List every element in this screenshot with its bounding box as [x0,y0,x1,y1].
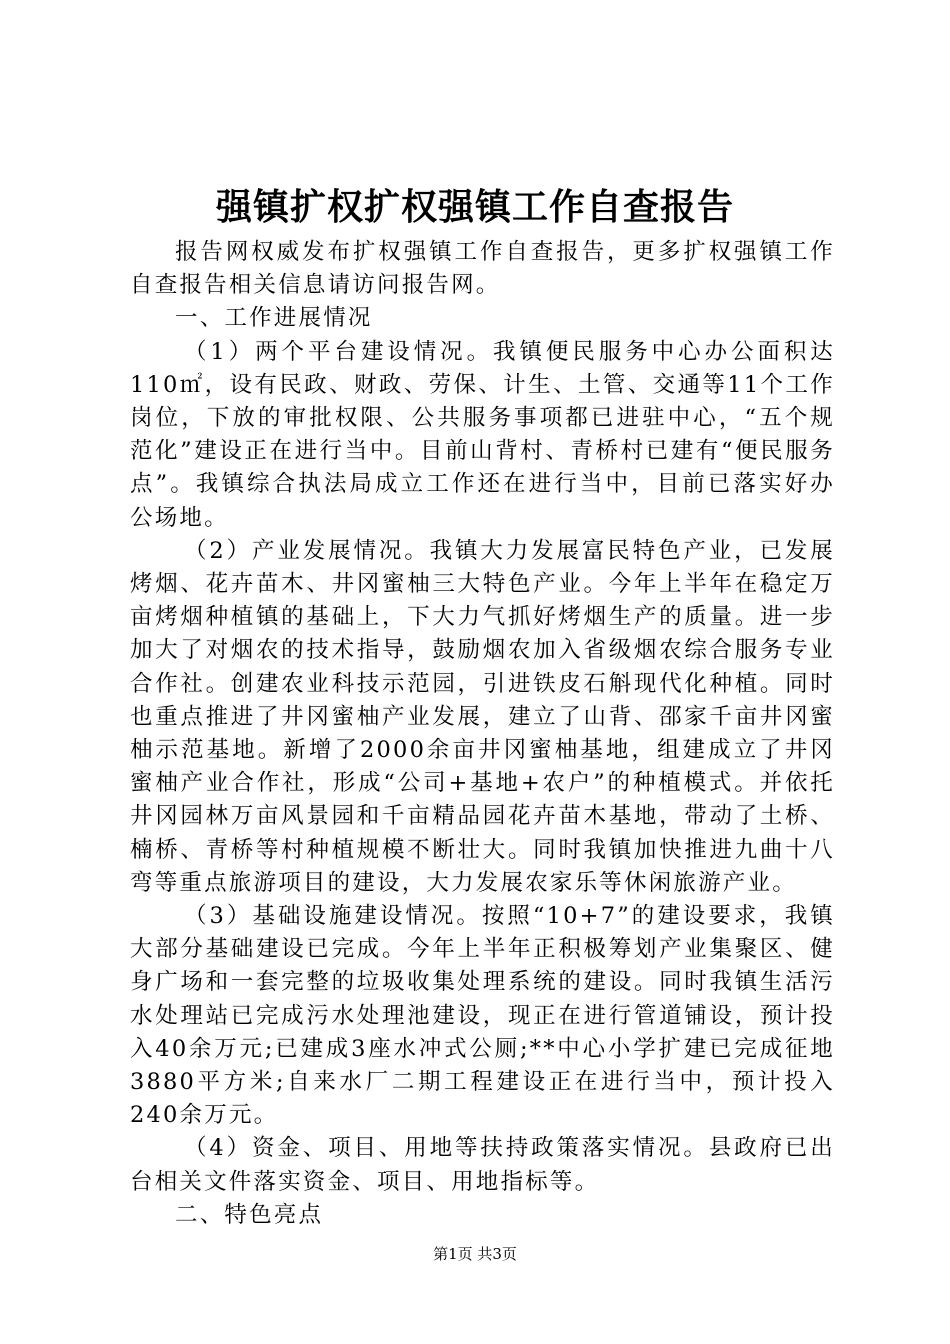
section-heading-highlights: 二、特色亮点 [175,1201,324,1228]
document-title: 强镇扩权扩权强镇工作自查报告 [215,186,734,228]
paragraph-infrastructure: （3）基础设施建设情况。按照“10+7”的建设要求，我镇大部分基础建设已完成。今年上半年正积极筹划产业集聚区、健身广场和一套完整的垃圾收集处理系统的建设。同时我镇生活污水处理站已完成污水处理池建设，现正在进行管道铺设，预计投入40余万元;已建成3座水冲式公厕;**中心小学扩建已完成征地3880平方米;自来水厂二期工程建设正在进行当中，预计投入240余万元。 [130,903,835,1129]
paragraph-industry-development: （2）产业发展情况。我镇大力发展富民特色产业，已发展烤烟、花卉苗木、井冈蜜柚三大特色产业。今年上半年在稳定万亩烤烟种植镇的基础上，下大力气抓好烤烟生产的质量。进一步加大了对烟农的技术指导，鼓励烟农加入省级烟农综合服务专业合作社。创建农业科技示范园，引进铁皮石斛现代化种植。同时也重点推进了井冈蜜柚产业发展，建立了山背、邵家千亩井冈蜜柚示范基地。新增了2000余亩井冈蜜柚基地，组建成立了井冈蜜柚产业合作社，形成“公司+基地+农户”的种植模式。并依托井冈园林万亩风景园和千亩精品园花卉苗木基地，带动了土桥、楠桥、青桥等村种植规模不断壮大。同时我镇加快推进九曲十八弯等重点旅游项目的建设，大力发展农家乐等休闲旅游产业。 [130,537,835,896]
page-footer: 第1页 共3页 [433,1245,517,1263]
paragraph-policy-support: （4）资金、项目、用地等扶持政策落实情况。县政府已出台相关文件落实资金、项目、用地指标等。 [130,1135,835,1195]
section-heading-progress: 一、工作进展情况 [175,305,373,332]
intro-paragraph: 报告网权威发布扩权强镇工作自查报告，更多扩权强镇工作自查报告相关信息请访问报告网。 [130,239,835,299]
document-body [130,236,835,1232]
paragraph-platform-construction: （1）两个平台建设情况。我镇便民服务中心办公面积达110㎡，设有民政、财政、劳保、计生、土管、交通等11个工作岗位，下放的审批权限、公共服务事项都已进驻中心，“五个规范化”建设正在进行当中。目前山背村、青桥村已建有“便民服务点”。我镇综合执法局成立工作还在进行当中，目前已落实好办公场地。 [130,338,835,531]
